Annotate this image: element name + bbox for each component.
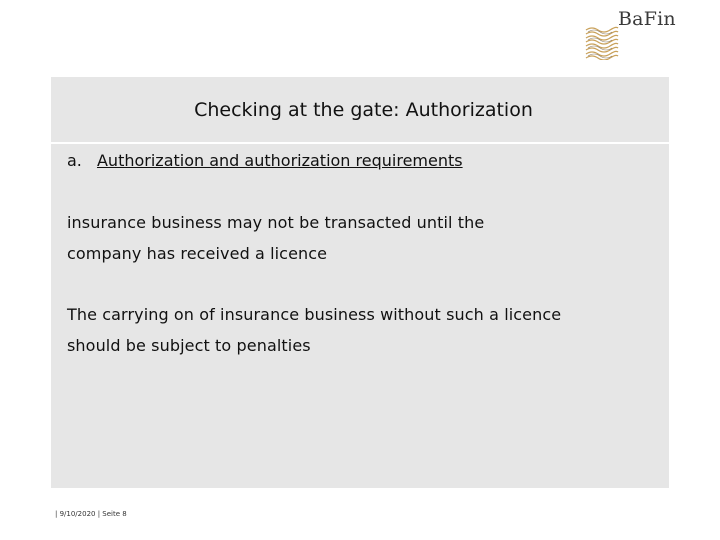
paragraph-line: The carrying on of insurance business without such a licence xyxy=(67,305,562,324)
slide-footer: | 9/10/2020 | Seite 8 xyxy=(55,510,127,518)
logo-wordmark: BaFin xyxy=(618,8,676,30)
bafin-wave-icon xyxy=(584,24,620,60)
paragraph-penalties xyxy=(67,299,561,361)
section-number: a. xyxy=(67,151,82,170)
paragraph-line: should be subject to penalties xyxy=(67,336,311,355)
paragraph-licence-requirement xyxy=(67,207,484,269)
slide-title: Checking at the gate: Authorization xyxy=(194,98,533,121)
title-divider xyxy=(51,142,669,144)
section-heading xyxy=(67,151,463,170)
section-heading-text: Authorization and authorization requirements xyxy=(96,151,463,170)
paragraph-line: insurance business may not be transacted until the xyxy=(67,213,485,232)
bafin-logo xyxy=(584,8,714,60)
paragraph-line: company has received a licence xyxy=(67,244,328,263)
title-bar xyxy=(51,77,669,142)
content-panel xyxy=(51,77,669,488)
